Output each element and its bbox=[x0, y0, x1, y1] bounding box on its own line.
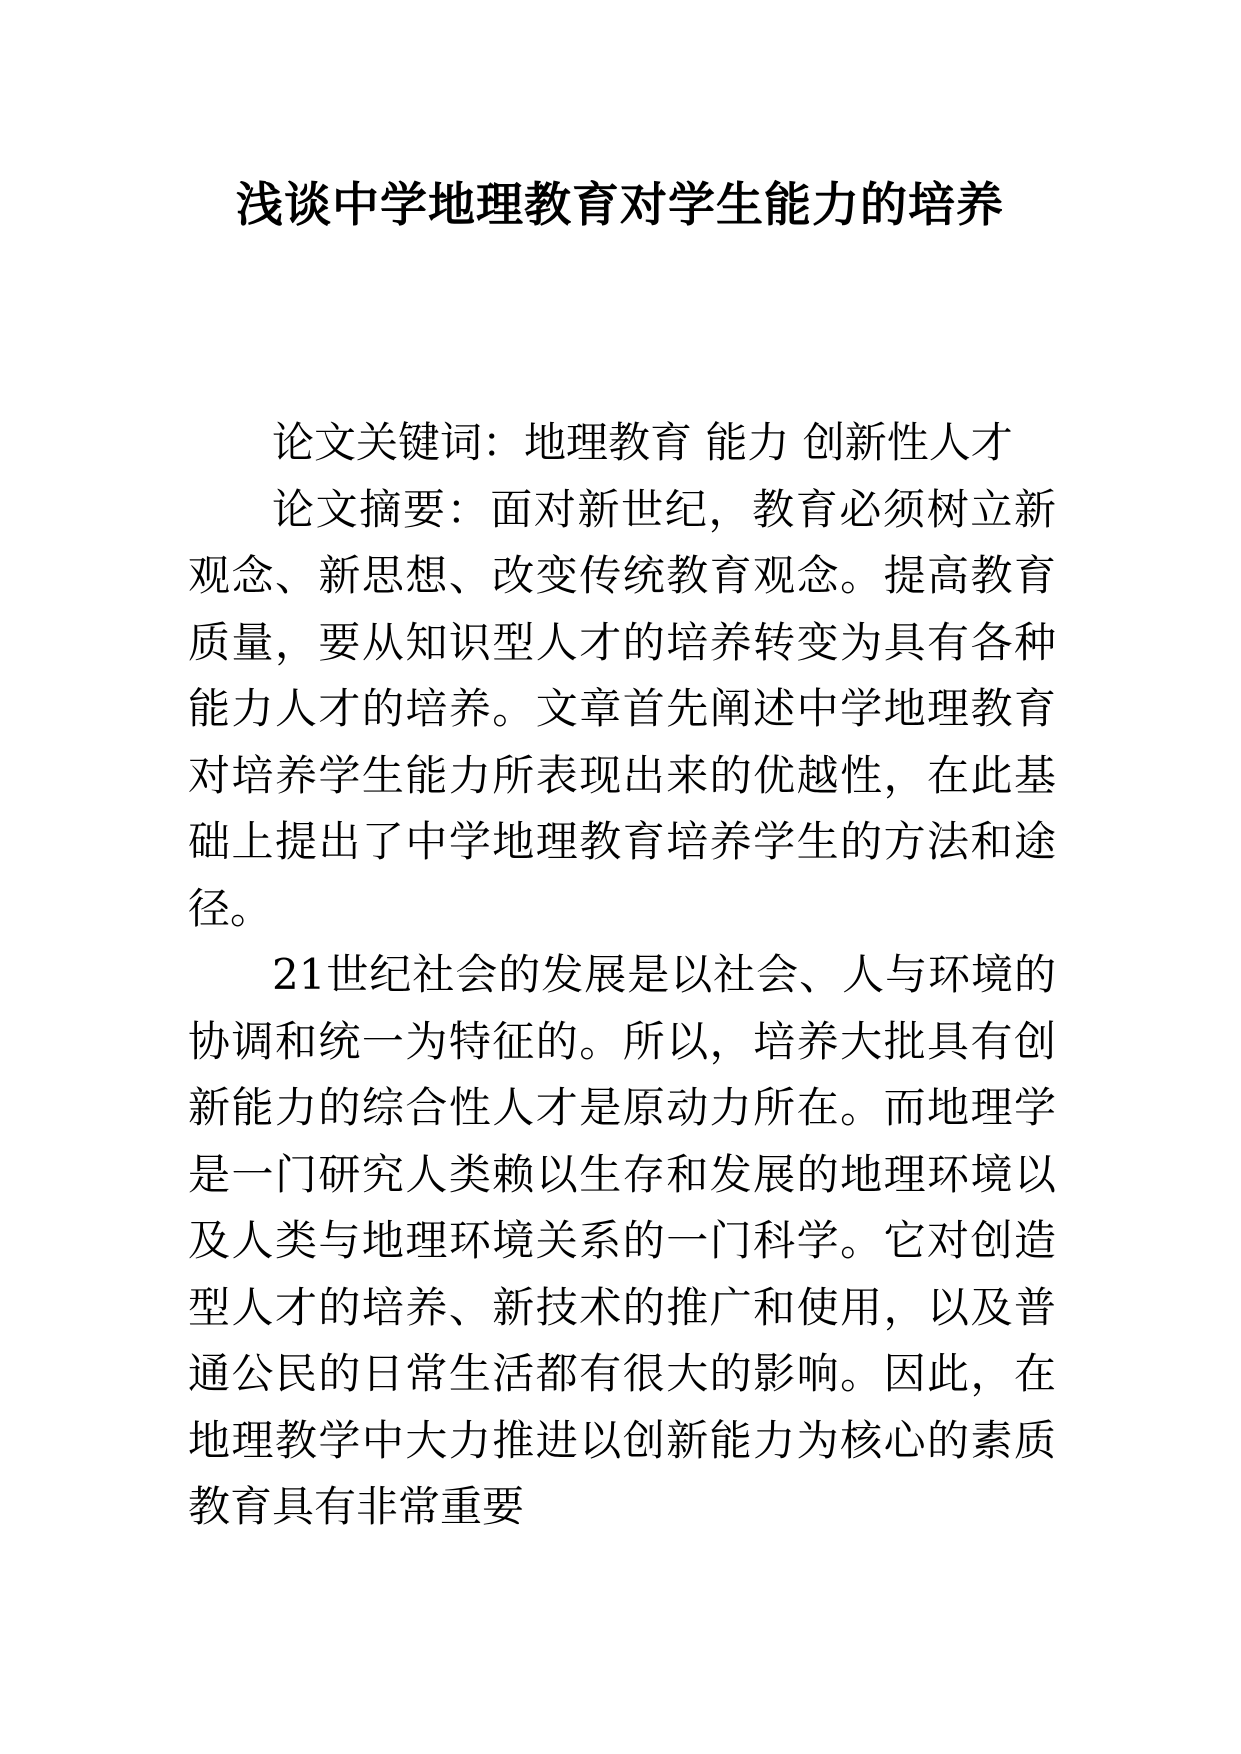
body-paragraph: 21世纪社会的发展是以社会、人与环境的协调和统一为特征的。所以，培养大批具有创新能力的综合性人才是原动力所在。而地理学是一门研究人类赖以生存和发展的地理环境以及人类与地理环境关系的一门科学。它对创造型人才的培养、新技术的推广和使用，以及普通公民的日常生活都有很大的影响。因此，在地理教学中大力推进以创新能力为核心的素质教育具有非常重要 bbox=[188, 950, 1056, 1531]
keywords-paragraph: 论文关键词：地理教育 能力 创新性人才 bbox=[272, 418, 1013, 467]
document-body bbox=[188, 410, 1056, 1541]
abstract-paragraph: 论文摘要：面对新世纪，教育必须树立新观念、新思想、改变传统教育观念。提高教育质量，要从知识型人才的培养转变为具有各种能力人才的培养。文章首先阐述中学地理教育对培养学生能力所表现出来的优越性，在此基础上提出了中学地理教育培养学生的方法和途径。 bbox=[188, 484, 1056, 933]
document-title: 浅谈中学地理教育对学生能力的培养 bbox=[236, 178, 1004, 233]
